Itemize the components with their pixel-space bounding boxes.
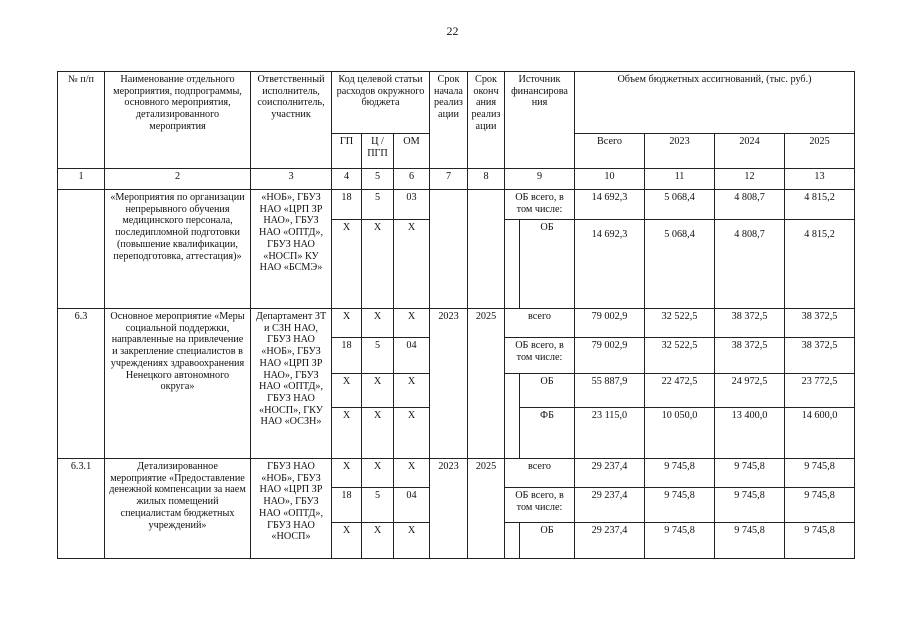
header-name: Наименование отдельного мероприятия, подпрограммы, основного мероприятия, детализированного мероприятия	[105, 72, 251, 169]
y2023: 9 745,8	[645, 488, 715, 523]
code-c: 5	[362, 488, 394, 523]
total: 29 237,4	[575, 488, 645, 523]
end-year	[468, 190, 505, 309]
y2024: 9 745,8	[715, 459, 785, 488]
colnum-2: 2	[105, 169, 251, 190]
row-num: 6.3	[58, 309, 105, 459]
y2025: 9 745,8	[785, 523, 855, 559]
header-2024: 2024	[715, 134, 785, 169]
code-om: X	[394, 220, 430, 309]
y2025: 38 372,5	[785, 338, 855, 374]
code-gp: X	[332, 459, 362, 488]
header-start: Срок начала реализ ации	[430, 72, 468, 169]
total: 29 237,4	[575, 459, 645, 488]
y2025: 4 815,2	[785, 220, 855, 309]
y2025: 9 745,8	[785, 459, 855, 488]
source: ОБ	[520, 374, 575, 408]
code-gp: X	[332, 374, 362, 408]
y2023: 5 068,4	[645, 190, 715, 220]
total: 55 887,9	[575, 374, 645, 408]
code-gp: 18	[332, 190, 362, 220]
colnum-8: 8	[468, 169, 505, 190]
header-om: ОМ	[394, 134, 430, 169]
colnum-9: 9	[505, 169, 575, 190]
y2023: 32 522,5	[645, 309, 715, 338]
colnum-3: 3	[251, 169, 332, 190]
row-num	[58, 190, 105, 309]
source-indent	[505, 408, 520, 459]
activity-name: Детализированное мероприятие «Предоставление денежной компенсации за наем жилых помещений специалистам бюджетных учреждений»	[105, 459, 251, 559]
y2024: 4 808,7	[715, 220, 785, 309]
colnum-7: 7	[430, 169, 468, 190]
source: всего	[505, 309, 575, 338]
code-c: X	[362, 220, 394, 309]
total: 79 002,9	[575, 338, 645, 374]
y2025: 14 600,0	[785, 408, 855, 459]
activity-name: «Мероприятия по организации непрерывного обучения медицинского персонала, последипломной подготовки (повышение квалификации, переподготовка, аттестация)»	[105, 190, 251, 309]
y2024: 38 372,5	[715, 338, 785, 374]
colnum-5: 5	[362, 169, 394, 190]
code-c: X	[362, 374, 394, 408]
code-om: X	[394, 523, 430, 559]
executor: Департамент ЗТ и СЗН НАО, ГБУЗ НАО «НОБ», ГБУЗ НАО «ЦРП ЗР НАО», ГБУЗ НАО «ОПТД», ГБУЗ НАО «НОСП», ГКУ НАО «ОСЗН»	[251, 309, 332, 459]
y2024: 9 745,8	[715, 488, 785, 523]
activity-name: Основное мероприятие «Меры социальной поддержки, направленные на привлечение и закрепление специалистов в учреждениях здравоохранения Ненецкого автономного округа»	[105, 309, 251, 459]
code-om: X	[394, 374, 430, 408]
total: 23 115,0	[575, 408, 645, 459]
y2023: 5 068,4	[645, 220, 715, 309]
source: ОБ всего, в том числе:	[505, 488, 575, 523]
y2025: 4 815,2	[785, 190, 855, 220]
header-num: № п/п	[58, 72, 105, 169]
header-gp: ГП	[332, 134, 362, 169]
header-source: Источник финансирова ния	[505, 72, 575, 169]
end-year: 2025	[468, 309, 505, 459]
executor: ГБУЗ НАО «НОБ», ГБУЗ НАО «ЦРП ЗР НАО», ГБУЗ НАО «ОПТД», ГБУЗ НАО «НОСП»	[251, 459, 332, 559]
header-budget: Объем бюджетных ассигнований, (тыс. руб.)	[575, 72, 855, 134]
colnum-10: 10	[575, 169, 645, 190]
code-c: 5	[362, 190, 394, 220]
header-2023: 2023	[645, 134, 715, 169]
total: 79 002,9	[575, 309, 645, 338]
colnum-1: 1	[58, 169, 105, 190]
code-gp: X	[332, 309, 362, 338]
code-gp: X	[332, 523, 362, 559]
code-om: X	[394, 309, 430, 338]
code-gp: X	[332, 408, 362, 459]
budget-table	[57, 71, 855, 559]
source-indent	[505, 220, 520, 309]
total: 14 692,3	[575, 220, 645, 309]
y2023: 9 745,8	[645, 523, 715, 559]
code-gp: 18	[332, 488, 362, 523]
page-number: 22	[446, 24, 459, 38]
colnum-12: 12	[715, 169, 785, 190]
code-om: 04	[394, 488, 430, 523]
start-year: 2023	[430, 459, 468, 559]
colnum-4: 4	[332, 169, 362, 190]
code-om: X	[394, 459, 430, 488]
total: 29 237,4	[575, 523, 645, 559]
source: ОБ всего, в том числе:	[505, 190, 575, 220]
source-indent	[505, 374, 520, 408]
code-gp: X	[332, 220, 362, 309]
row-num: 6.3.1	[58, 459, 105, 559]
total: 14 692,3	[575, 190, 645, 220]
end-year: 2025	[468, 459, 505, 559]
y2025: 23 772,5	[785, 374, 855, 408]
y2025: 9 745,8	[785, 488, 855, 523]
header-2025: 2025	[785, 134, 855, 169]
code-om: 03	[394, 190, 430, 220]
colnum-13: 13	[785, 169, 855, 190]
code-c: X	[362, 408, 394, 459]
y2024: 4 808,7	[715, 190, 785, 220]
code-gp: 18	[332, 338, 362, 374]
colnum-11: 11	[645, 169, 715, 190]
code-om: X	[394, 408, 430, 459]
header-executor: Ответственный исполнитель, соисполнитель, участник	[251, 72, 332, 169]
source: ОБ всего, в том числе:	[505, 338, 575, 374]
y2023: 22 472,5	[645, 374, 715, 408]
code-c: X	[362, 309, 394, 338]
header-end: Срок оконч ания реализ ации	[468, 72, 505, 169]
header-code: Код целевой статьи расходов окружного бюджета	[332, 72, 430, 134]
y2024: 13 400,0	[715, 408, 785, 459]
header-c: Ц / ПГП	[362, 134, 394, 169]
code-c: X	[362, 523, 394, 559]
start-year	[430, 190, 468, 309]
source: ФБ	[520, 408, 575, 459]
source: ОБ	[520, 220, 575, 309]
code-c: X	[362, 459, 394, 488]
y2025: 38 372,5	[785, 309, 855, 338]
y2023: 10 050,0	[645, 408, 715, 459]
source: всего	[505, 459, 575, 488]
y2023: 9 745,8	[645, 459, 715, 488]
header-total: Всего	[575, 134, 645, 169]
y2023: 32 522,5	[645, 338, 715, 374]
executor: «НОБ», ГБУЗ НАО «ЦРП ЗР НАО», ГБУЗ НАО «ОПТД», ГБУЗ НАО «НОСП» КУ НАО «БСМЭ»	[251, 190, 332, 309]
colnum-6: 6	[394, 169, 430, 190]
y2024: 38 372,5	[715, 309, 785, 338]
source-indent	[505, 523, 520, 559]
y2024: 24 972,5	[715, 374, 785, 408]
source: ОБ	[520, 523, 575, 559]
code-c: 5	[362, 338, 394, 374]
code-om: 04	[394, 338, 430, 374]
y2024: 9 745,8	[715, 523, 785, 559]
start-year: 2023	[430, 309, 468, 459]
